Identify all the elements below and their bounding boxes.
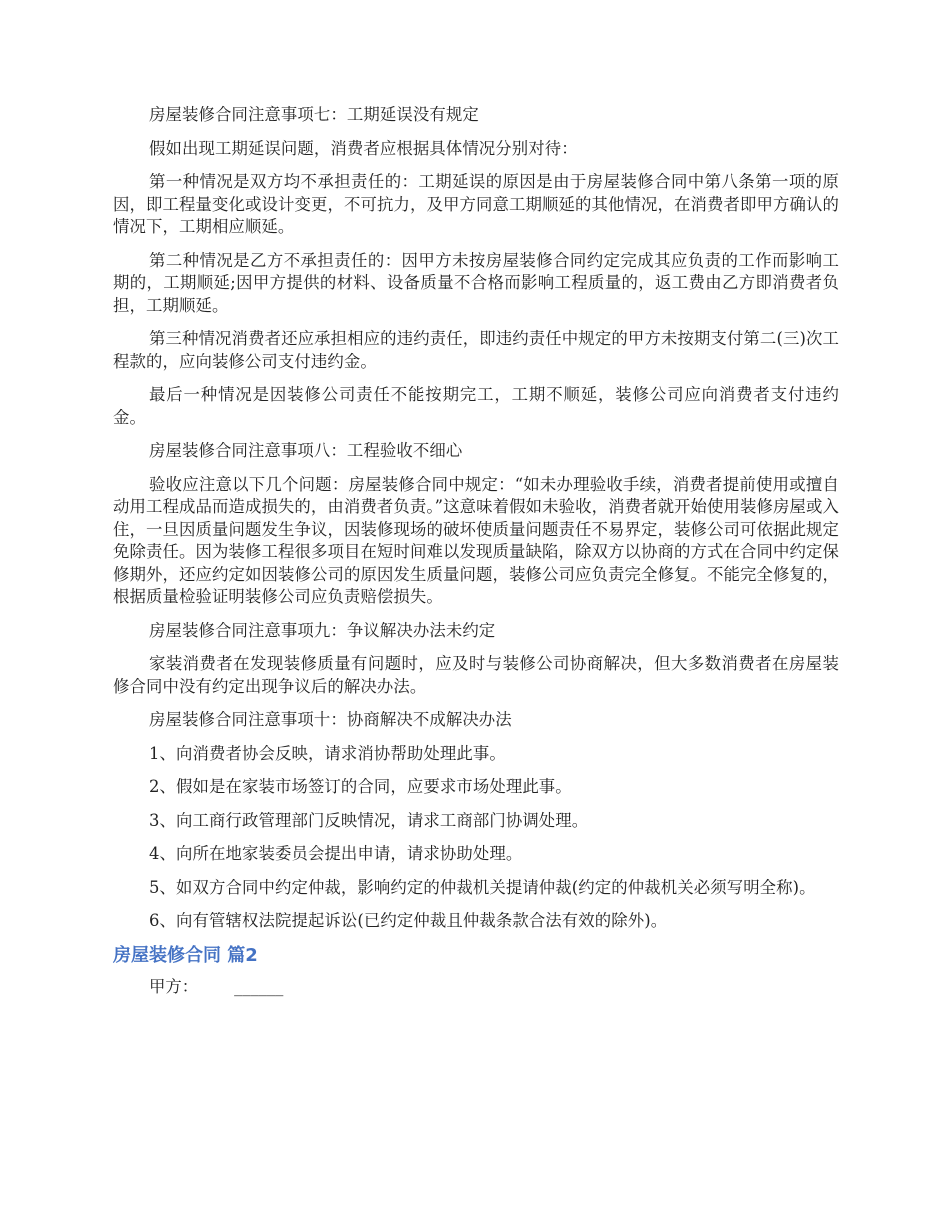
paragraph-item-8-title: 房屋装修合同注意事项八：工程验收不细心 [149,441,463,460]
document-page [113,104,839,998]
paragraph-case-2: 第二种情况是乙方不承担责任的：因甲方未按房屋装修合同约定完成其应负责的工作而影响工期的，工期顺延;因甲方提供的材料、设备质量不合格而影响工程质量的，返工费由乙方即消费者负担，工期顺延。 [113,250,839,315]
paragraph-case-4: 最后一种情况是因装修公司责任不能按期完工，工期不顺延，装修公司应向消费者支付违约金。 [113,385,839,427]
list-item-6: 6、向有管辖权法院提起诉讼(已约定仲裁且仲裁条款合法有效的除外)。 [149,911,668,930]
paragraph-case-1: 第一种情况是双方均不承担责任的：工期延误的原因是由于房屋装修合同中第八条第一项的原因，即工程量变化或设计变更，不可抗力，及甲方同意工期顺延的其他情况，在消费者即甲方确认的情况下，工期相应顺延。 [113,172,839,236]
paragraph-item-7-title: 房屋装修合同注意事项七：工期延误没有规定 [149,105,479,124]
paragraph-acceptance: 验收应注意以下几个问题：房屋装修合同中规定：“如未办理验收手续，消费者提前使用或擅自动用工程成品而造成损失的，由消费者负责。”这意味着假如未验收，消费者就开始使用装修房屋或入住，一旦因质量问题发生争议，因装修现场的破坏使质量问题责任不易界定，装修公司可依据此规定免除责任。因为装修工程很多项目在短时间难以发现质量缺陷，除双方以协商的方式在合同中约定保修期外，还应约定如因装修公司的原因发生质量问题，装修公司应负责完全修复。不能完全修复的，根据质量检验证明装修公司应负责赔偿损失。 [113,474,839,606]
list-item-1: 1、向消费者协会反映，请求消协帮助处理此事。 [149,743,506,763]
paragraph-delay-intro: 假如出现工期延误问题，消费者应根据具体情况分别对待： [149,138,578,158]
section-heading: 房屋装修合同 篇2 [113,944,258,966]
list-item-3: 3、向工商行政管理部门反映情况，请求工商部门协调处理。 [149,810,589,830]
party-a-label: 甲方： [149,976,199,996]
paragraph-item-10-title: 房屋装修合同注意事项十：协商解决不成解决办法 [149,710,512,729]
paragraph-item-9-title: 房屋装修合同注意事项九：争议解决办法未约定 [149,620,496,640]
list-item-2: 2、假如是在家装市场签订的合同，应要求市场处理此事。 [149,777,572,796]
list-item-4: 4、向所在地家装委员会提出申请，请求协助处理。 [149,844,523,863]
paragraph-case-3: 第三种情况消费者还应承担相应的违约责任，即违约责任中规定的甲方未按期支付第二(三)次工程款的，应向装修公司支付违约金。 [113,329,839,371]
paragraph-dispute: 家装消费者在发现装修质量有问题时，应及时与装修公司协商解决，但大多数消费者在房屋装修合同中没有约定出现争议后的解决办法。 [113,654,839,696]
list-item-5: 5、如双方合同中约定仲裁，影响约定的仲裁机关提请仲裁(约定的仲裁机关必须写明全称)。 [149,877,816,897]
party-a-field [113,976,839,999]
party-a-blank: ______ [234,976,284,996]
